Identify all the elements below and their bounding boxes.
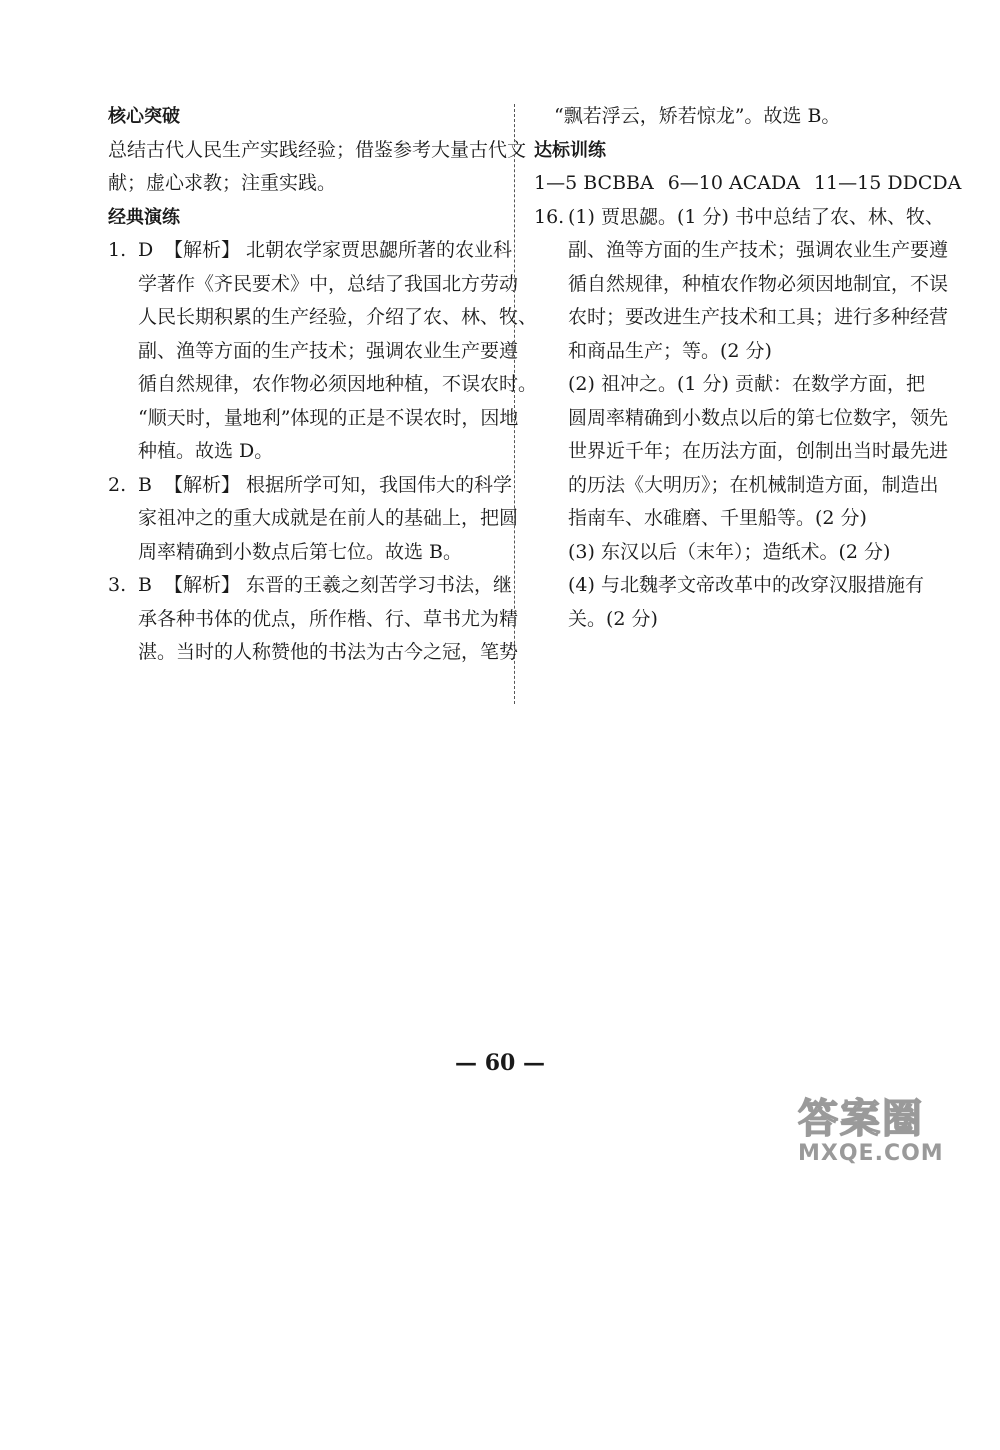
answer-line: 圆周率精确到小数点以后的第七位数字，领先 (568, 406, 949, 429)
question-number: 1. (108, 239, 127, 261)
classic-practice-heading: 经典演练 (108, 206, 180, 228)
analysis-line: 承各种书体的优点，所作楷、行、草书尤为精 (138, 607, 519, 630)
analysis-tag: 【解析】 (164, 473, 241, 496)
analysis-tag: 【解析】 (164, 574, 241, 596)
question-body (138, 234, 537, 469)
answer-group: 1—5 BCBBA (534, 172, 654, 194)
question-number: 2. (108, 473, 127, 496)
page-number: — 60 — (455, 1050, 545, 1076)
answer-line: 副、渔等方面的生产技术；强调农业生产要遵 (568, 239, 949, 261)
continuation-line: “飘若浮云，矫若惊龙”。故选 B。 (554, 105, 841, 127)
question-body (138, 469, 518, 570)
answer-line: 循自然规律，种植农作物必须因地制宜，不误 (568, 272, 949, 295)
core-line: 献；虚心求教；注重实践。 (108, 172, 337, 194)
question-body (568, 201, 948, 637)
question-item (108, 569, 519, 670)
answer-group: 11—15 DDCDA (813, 172, 962, 194)
answer-line: 指南车、水碓磨、千里船等。(2 分) (568, 507, 867, 529)
analysis-line: 北朝农学家贾思勰所著的农业科 (246, 239, 513, 261)
core-line: 总结古代人民生产实践经验；借鉴参考大量古代文 (108, 138, 527, 161)
question-body (138, 569, 518, 670)
analysis-tag: 【解析】 (164, 239, 241, 261)
question-item (108, 469, 519, 570)
answer-line: 世界近千年；在历法方面，创制出当时最先进 (568, 440, 949, 462)
analysis-line: 副、渔等方面的生产技术；强调农业生产要遵 (138, 339, 519, 362)
analysis-line: 人民长期积累的生产经验，介绍了农、林、牧、 (138, 306, 538, 328)
standard-training-heading: 达标训练 (534, 139, 606, 161)
answer-letter: D (138, 239, 154, 261)
analysis-line: 学著作《齐民要术》中，总结了我国北方劳动 (138, 272, 519, 295)
core-breakthrough-heading: 核心突破 (108, 106, 180, 127)
watermark-text: 答案圈 (798, 1096, 924, 1142)
watermark-url: MXQE.COM (798, 1141, 944, 1166)
answer-line: 农时；要改进生产技术和工具；进行多种经营 (568, 306, 949, 328)
question-item (108, 234, 538, 469)
answer-line: 关。(2 分) (568, 607, 658, 630)
analysis-line: 根据所学可知，我国伟大的科学 (246, 473, 513, 496)
analysis-line: “顺天时，量地利”体现的正是不误农时，因地 (138, 406, 519, 429)
answer-line: (4) 与北魏孝文帝改革中的改穿汉服措施有 (568, 574, 924, 596)
choice-answers (534, 167, 962, 201)
answer-group: 6—10 ACADA (667, 172, 800, 194)
answer-line: (1) 贾思勰。(1 分) 书中总结了农、林、牧、 (568, 205, 944, 228)
answer-line: (3) 东汉以后（末年）；造纸术。(2 分) (568, 540, 891, 563)
answer-line: 的历法《大明历》；在机械制造方面，制造出 (568, 473, 939, 496)
left-column (108, 100, 538, 670)
answer-letter: B (138, 574, 152, 596)
analysis-line: 周率精确到小数点后第七位。故选 B。 (138, 540, 463, 563)
answer-line: 和商品生产；等。(2 分) (568, 339, 772, 362)
column-divider (514, 104, 515, 704)
question-number: 3. (108, 574, 127, 596)
analysis-line: 湛。当时的人称赞他的书法为古今之冠，笔势 (138, 641, 519, 663)
analysis-line: 东晋的王羲之刻苦学习书法，继 (246, 574, 513, 596)
right-column (534, 100, 962, 636)
answer-line: (2) 祖冲之。(1 分) 贡献：在数学方面，把 (568, 373, 925, 395)
analysis-line: 家祖冲之的重大成就是在前人的基础上，把圆 (138, 507, 519, 529)
question-16 (534, 201, 949, 637)
answer-letter: B (138, 473, 152, 496)
watermark-logo (798, 1097, 968, 1177)
analysis-line: 种植。故选 D。 (138, 440, 274, 462)
question-number: 16. (534, 205, 565, 228)
analysis-line: 循自然规律，农作物必须因地种植，不误农时。 (138, 373, 538, 395)
